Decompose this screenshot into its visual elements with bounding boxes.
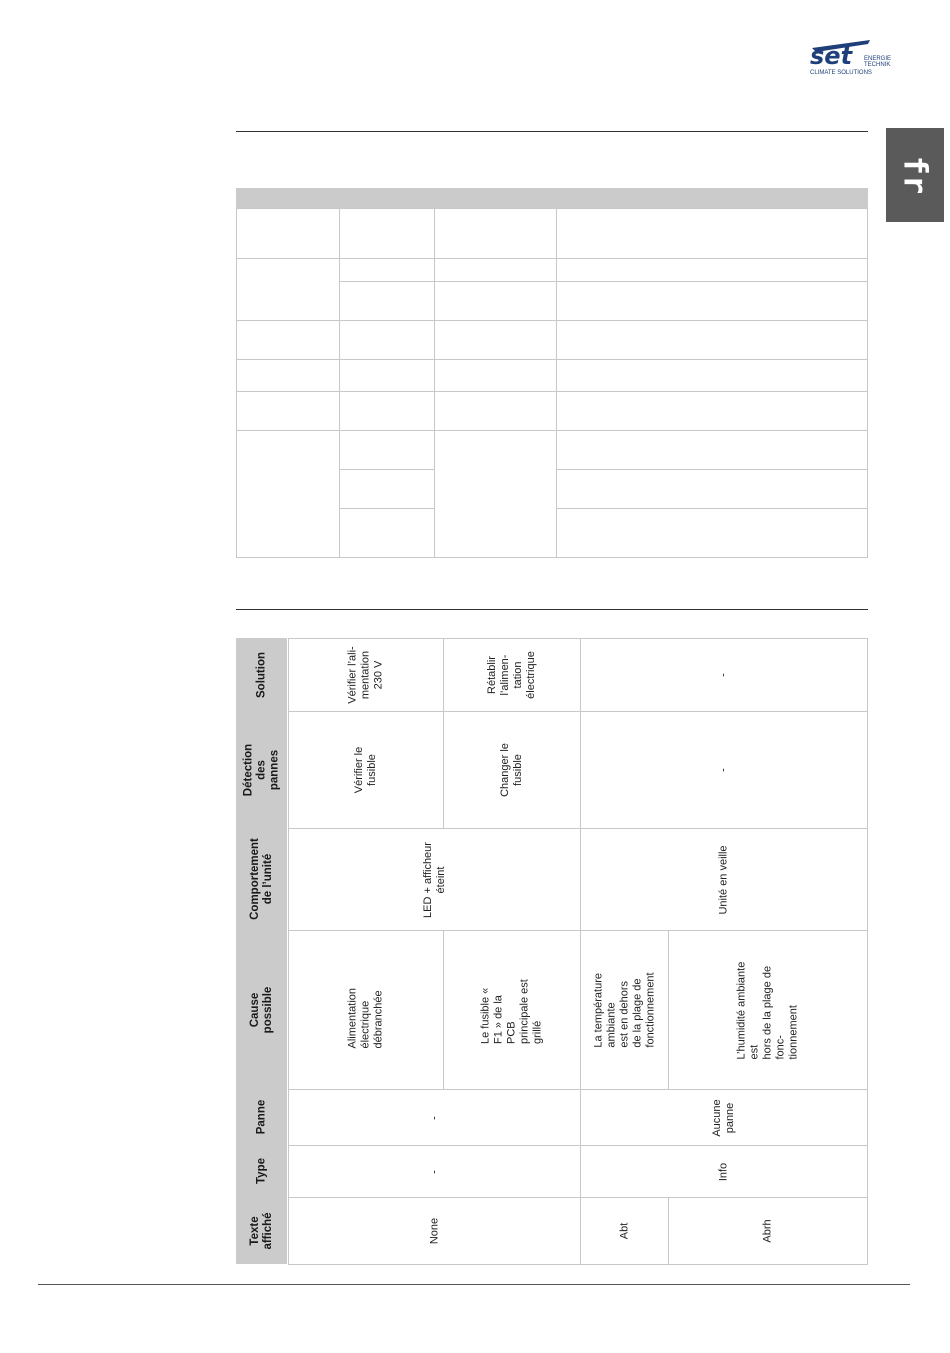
table-cell [556, 391, 868, 431]
svg-text:TECHNIK: TECHNIK [864, 62, 891, 68]
section-divider-top [236, 131, 868, 132]
table-cell [236, 258, 340, 321]
cell-detection-2: Changer le fusible [443, 711, 581, 829]
header-behaviour: Comportement de l’unité [236, 828, 288, 931]
table-cell [236, 430, 340, 558]
cell-displayed-text-abt: Abt [580, 1197, 669, 1265]
cell-behaviour-none: LED + afficheur éteint [288, 828, 581, 931]
table-cell [556, 430, 868, 470]
cell-fault-info: Aucune panne [580, 1089, 868, 1146]
table-cell [434, 320, 557, 360]
empty-table-header [236, 188, 868, 208]
table-cell [434, 281, 557, 321]
cell-cause-2: Le fusible « F1 » de la PCB principale est grillé [443, 930, 581, 1090]
cell-cause-1: Alimentation électrique débranchée [288, 930, 444, 1090]
table-cell [339, 469, 435, 509]
table-cell [339, 508, 435, 558]
table-cell [339, 208, 435, 259]
section-divider-middle [236, 609, 868, 610]
cell-cause-abt: La température ambiante est en dehors de la plage de fonctionnement [580, 930, 669, 1090]
table-cell [339, 359, 435, 392]
cell-solution-2: Rétablir l’alimen- tation électrique [443, 638, 581, 712]
header-solution: Solution [236, 638, 288, 712]
table-cell [434, 359, 557, 392]
cell-displayed-text-none: None [288, 1197, 581, 1265]
header-cause: Cause possible [236, 930, 288, 1090]
cell-detection-info: - [580, 711, 868, 829]
table-cell [434, 391, 557, 431]
table-cell [556, 469, 868, 509]
cell-behaviour-info: Unité en veille [580, 828, 868, 931]
svg-text:CLIMATE SOLUTIONS: CLIMATE SOLUTIONS [810, 70, 872, 76]
brand-logo [808, 34, 898, 78]
table-cell [434, 258, 557, 282]
language-tab[interactable] [886, 128, 944, 222]
svg-text:set: set [810, 42, 853, 70]
table-cell [339, 281, 435, 321]
header-fault: Panne [236, 1089, 288, 1146]
cell-displayed-text-abrh: Abrh [668, 1197, 868, 1265]
table-cell [556, 258, 868, 282]
table-cell [556, 359, 868, 392]
svg-text:ENERGIE: ENERGIE [864, 56, 892, 62]
cell-fault-none: - [288, 1089, 581, 1146]
cell-cause-abrh: L’humidité ambiante est hors de la plage de fonc- tionnement [668, 930, 868, 1090]
footer-divider [38, 1284, 910, 1285]
table-cell [236, 208, 340, 259]
header-type: Type [236, 1145, 288, 1198]
table-cell [434, 208, 557, 259]
cell-type-info: Info [580, 1145, 868, 1198]
table-cell [556, 281, 868, 321]
table-cell [236, 359, 340, 392]
fault-table [236, 638, 868, 1265]
table-cell [556, 508, 868, 558]
table-cell [236, 391, 340, 431]
language-label: fr [896, 155, 934, 195]
cell-detection-1: Vérifier le fusible [288, 711, 444, 829]
table-cell [339, 430, 435, 470]
cell-type-none: - [288, 1145, 581, 1198]
table-cell [339, 391, 435, 431]
table-cell [556, 208, 868, 259]
table-cell [236, 320, 340, 360]
cell-solution-info: - [580, 638, 868, 712]
cell-solution-1: Vérifier l’ali- mentation 230 V [288, 638, 444, 712]
table-cell [556, 320, 868, 360]
table-cell [339, 320, 435, 360]
table-cell [339, 258, 435, 282]
set-logo-icon [808, 34, 898, 78]
table-cell [434, 430, 557, 558]
header-detection: Détection des pannes [236, 711, 288, 829]
header-displayed-text: Texte affiché [236, 1197, 288, 1265]
